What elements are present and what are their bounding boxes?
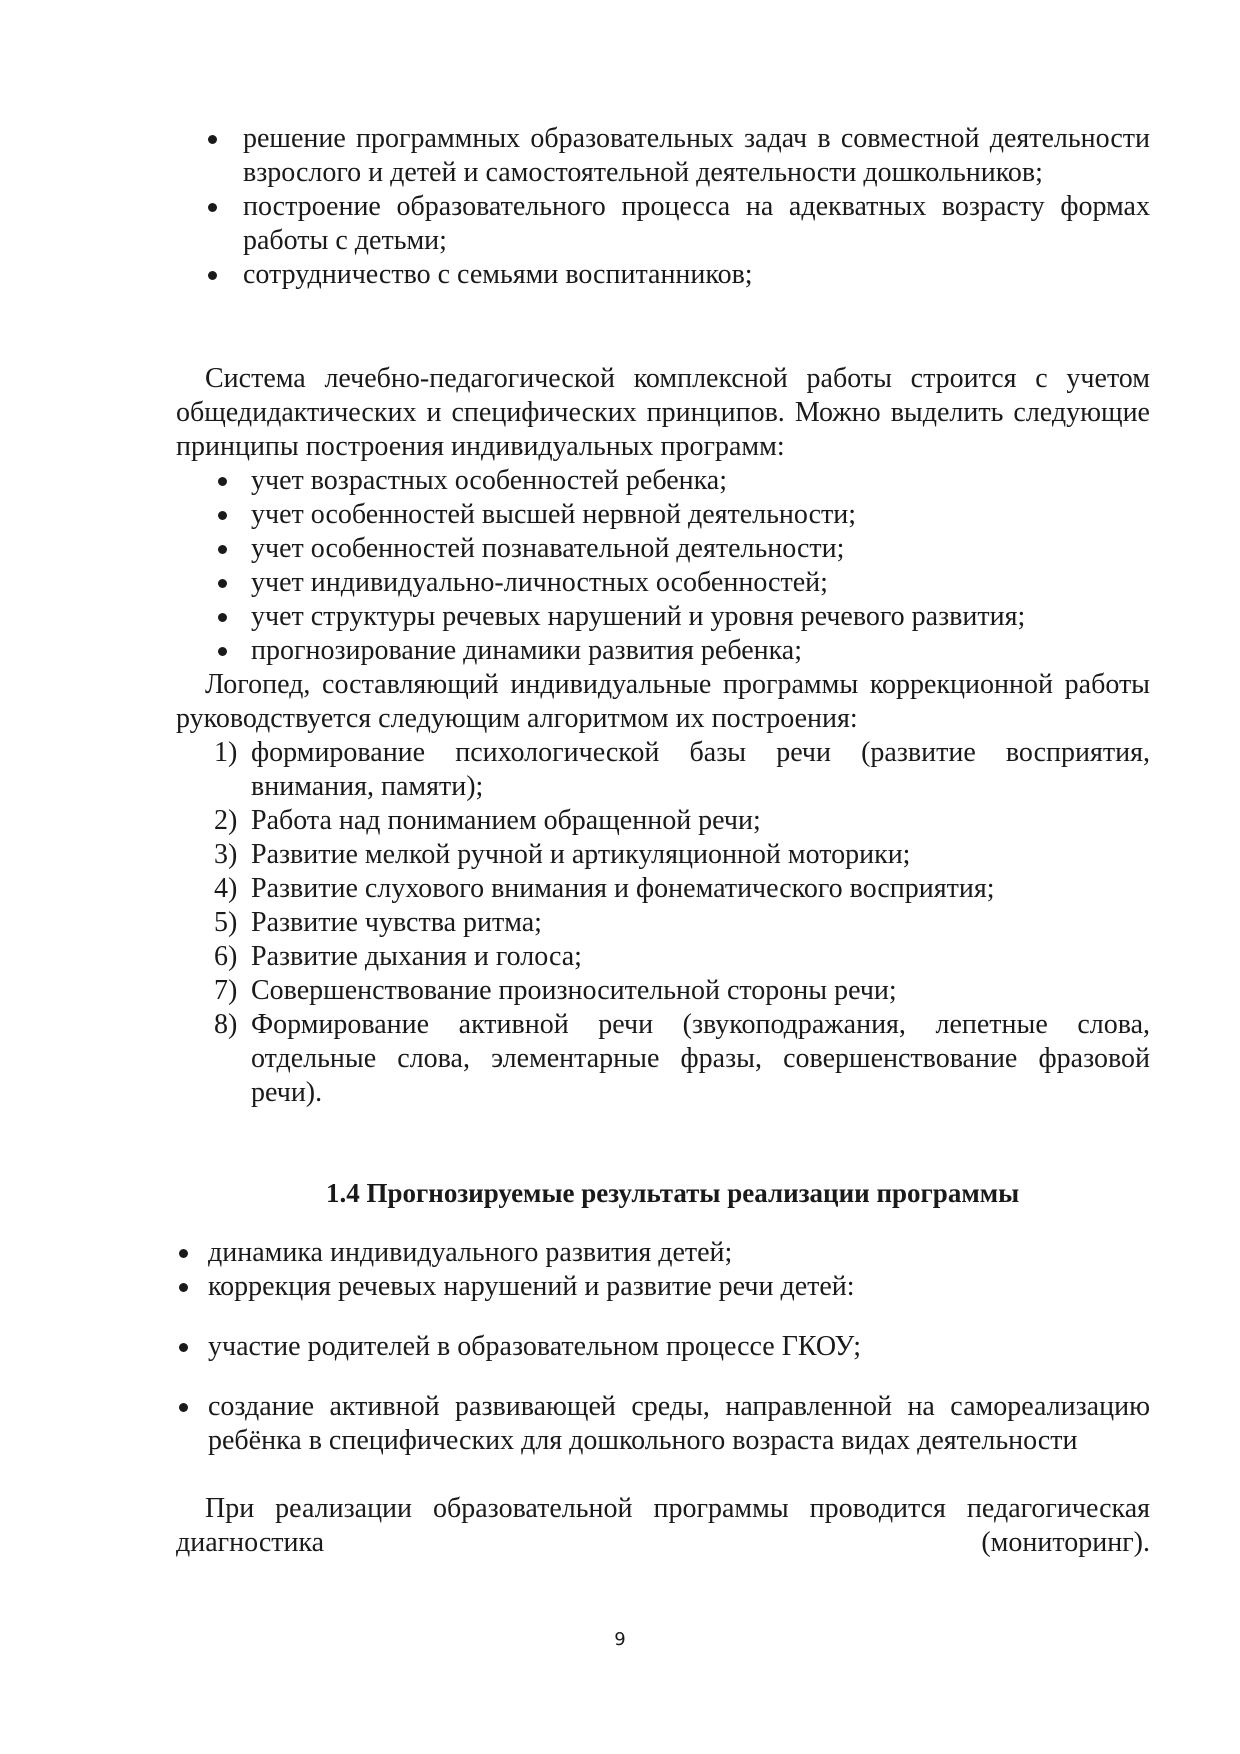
item-number: 3) [214,839,238,870]
item-text: Развитие мелкой ручной и артикуляционной моторики; [251,839,911,870]
list-item: учет индивидуально-личностных особенностей; [176,566,1150,600]
bullet-list-tasks [176,122,1150,292]
item-number: 1) [214,737,238,768]
list-item: динамика индивидуального развития детей; [176,1236,1150,1270]
item-text: формирование психологической базы речи (развитие восприятия, внимания, памяти); [251,737,1150,802]
list-item: прогнозирование динамики развития ребенка; [176,634,1150,668]
item-text: Формирование активной речи (звукоподражания, лепетные слова, отдельные слова, элементарные фразы, совершенствование фразовой речи). [251,1009,1150,1108]
final-line-2 [176,1526,1150,1560]
list-item: учет структуры речевых нарушений и уровня речевого развития; [176,600,1150,634]
list-item: построение образовательного процесса на адекватных возрасту формах работы с детьми; [176,190,1150,258]
list-item: учет возрастных особенностей ребенка; [176,464,1150,498]
item-text: Развитие дыхания и голоса; [251,941,582,972]
item-number: 4) [214,873,238,904]
final-word-left: диагностика [176,1527,325,1558]
paragraph-system: Система лечебно-педагогической комплексной работы строится с учетом общедидактических и специфических принципов. Можно выделить следующие принципы построения индивидуальных программ: [176,363,1150,462]
item-number: 5) [214,907,238,938]
item-number: 7) [214,975,238,1006]
list-item: учет особенностей познавательной деятельности; [176,532,1150,566]
page-number: 9 [614,1629,626,1650]
list-item [176,906,1150,940]
list-item [176,940,1150,974]
list-item [176,804,1150,838]
section-heading: 1.4 Прогнозируемые результаты реализации программы [326,1178,1020,1208]
list-item [176,974,1150,1008]
list-item: создание активной развивающей среды, направленной на самореализацию ребёнка в специфических для дошкольного возраста видах деятельности [176,1390,1150,1458]
paragraph-logoped: Логопед, составляющий индивидуальные программы коррекционной работы руководствуется следующим алгоритмом их построения: [176,669,1150,734]
final-word-right: (мониторинг). [981,1527,1150,1558]
list-item [176,1008,1150,1110]
item-text: Работа над пониманием обращенной речи; [251,805,761,836]
item-text: Развитие чувства ритма; [251,907,542,938]
list-item [176,838,1150,872]
item-number: 2) [214,805,238,836]
item-number: 6) [214,941,238,972]
list-item: решение программных образовательных задач в совместной деятельности взрослого и детей и самостоятельной деятельности дошкольников; [176,122,1150,190]
bullet-list-principles [176,464,1150,668]
list-item: сотрудничество с семьями воспитанников; [176,258,1150,292]
bullet-list-results [176,1236,1150,1458]
list-item [176,872,1150,906]
item-text: Развитие слухового внимания и фонематического восприятия; [251,873,995,904]
final-line-1: При реализации образовательной программы проводится педагогическая [205,1493,1150,1524]
list-item: коррекция речевых нарушений и развитие речи детей: [176,1270,1150,1304]
list-item: учет особенностей высшей нервной деятельности; [176,498,1150,532]
numbered-list-algorithm [176,736,1150,1110]
paragraph-final [176,1492,1150,1560]
item-text: Совершенствование произносительной стороны речи; [251,975,897,1006]
list-item [176,736,1150,804]
item-number: 8) [214,1009,238,1040]
list-item: участие родителей в образовательном процессе ГКОУ; [176,1330,1150,1364]
